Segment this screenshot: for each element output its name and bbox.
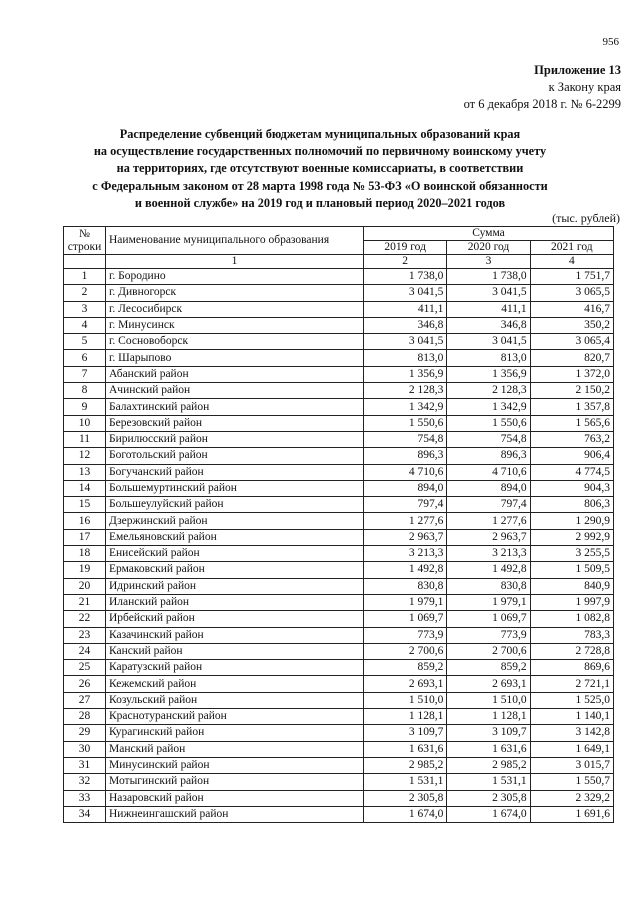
municipality-name-cell: Боготольский район (106, 448, 364, 464)
table-row (64, 480, 614, 496)
municipality-name-cell: Иланский район (106, 594, 364, 610)
value-2021-cell: 1 550,7 (530, 774, 613, 790)
table-row (64, 285, 614, 301)
table-row (64, 529, 614, 545)
row-number-cell: 21 (64, 594, 106, 610)
table-row (64, 774, 614, 790)
value-2019-cell: 2 305,8 (364, 790, 447, 806)
table-row (64, 806, 614, 822)
municipality-name-cell: Бирилюсский район (106, 431, 364, 447)
header-row-number (64, 227, 106, 255)
row-number-cell: 32 (64, 774, 106, 790)
title-line: и военной службе» на 2019 год и плановый период 2020–2021 годов (134, 195, 506, 210)
value-2021-cell: 1 290,9 (530, 513, 613, 529)
value-2020-cell: 754,8 (447, 431, 530, 447)
value-2019-cell: 3 041,5 (364, 285, 447, 301)
row-number-cell: 31 (64, 757, 106, 773)
table-row (64, 399, 614, 415)
value-2020-cell: 2 305,8 (447, 790, 530, 806)
table-column-numbers-row (64, 255, 614, 269)
value-2019-cell: 1 069,7 (364, 611, 447, 627)
appendix-title: Приложение 13 (534, 63, 621, 77)
municipality-name-cell: Енисейский район (106, 546, 364, 562)
table-row (64, 301, 614, 317)
value-2021-cell: 806,3 (530, 497, 613, 513)
value-2019-cell: 3 109,7 (364, 725, 447, 741)
municipality-name-cell: Манский район (106, 741, 364, 757)
row-number-cell: 7 (64, 366, 106, 382)
row-number-cell: 17 (64, 529, 106, 545)
value-2019-cell: 1 342,9 (364, 399, 447, 415)
row-number-cell: 20 (64, 578, 106, 594)
value-2019-cell: 1 738,0 (364, 269, 447, 285)
value-2020-cell: 3 041,5 (447, 334, 530, 350)
row-number-cell: 6 (64, 350, 106, 366)
row-number-cell: 27 (64, 692, 106, 708)
value-2019-cell: 1 550,6 (364, 415, 447, 431)
value-2020-cell: 4 710,6 (447, 464, 530, 480)
value-2021-cell: 3 255,5 (530, 546, 613, 562)
municipality-name-cell: Ермаковский район (106, 562, 364, 578)
table-row (64, 790, 614, 806)
value-2021-cell: 4 774,5 (530, 464, 613, 480)
municipality-name-cell: Каратузский район (106, 660, 364, 676)
value-2020-cell: 1 510,0 (447, 692, 530, 708)
value-2020-cell: 2 693,1 (447, 676, 530, 692)
table-row (64, 431, 614, 447)
value-2020-cell: 1 277,6 (447, 513, 530, 529)
value-2021-cell: 2 150,2 (530, 383, 613, 399)
table-row (64, 269, 614, 285)
value-2021-cell: 869,6 (530, 660, 613, 676)
value-2021-cell: 1 691,6 (530, 806, 613, 822)
value-2020-cell: 797,4 (447, 497, 530, 513)
value-2020-cell: 3 041,5 (447, 285, 530, 301)
value-2020-cell: 896,3 (447, 448, 530, 464)
value-2019-cell: 2 700,6 (364, 643, 447, 659)
municipality-name-cell: Минусинский район (106, 757, 364, 773)
table-row (64, 546, 614, 562)
row-number-cell: 23 (64, 627, 106, 643)
row-number-cell: 25 (64, 660, 106, 676)
row-number-cell: 13 (64, 464, 106, 480)
header-year-2019: 2019 год (364, 241, 447, 255)
col-number-1: 1 (106, 255, 364, 269)
value-2020-cell: 1 128,1 (447, 709, 530, 725)
municipality-name-cell: Кежемский район (106, 676, 364, 692)
col-number-4: 4 (530, 255, 613, 269)
value-2020-cell: 1 342,9 (447, 399, 530, 415)
value-2021-cell: 1 751,7 (530, 269, 613, 285)
municipality-name-cell: Козульский район (106, 692, 364, 708)
value-2020-cell: 3 109,7 (447, 725, 530, 741)
value-2021-cell: 1 997,9 (530, 594, 613, 610)
table-row (64, 513, 614, 529)
value-2021-cell: 1 372,0 (530, 366, 613, 382)
municipality-name-cell: Нижнеингашский район (106, 806, 364, 822)
row-number-cell: 34 (64, 806, 106, 822)
table-row (64, 464, 614, 480)
table-row (64, 741, 614, 757)
header-year-2020: 2020 год (447, 241, 530, 255)
row-number-cell: 28 (64, 709, 106, 725)
value-2019-cell: 896,3 (364, 448, 447, 464)
document-title (60, 126, 580, 212)
appendix-law-date: от 6 декабря 2018 г. № 6-2299 (463, 97, 621, 111)
municipality-name-cell: Назаровский район (106, 790, 364, 806)
municipality-name-cell: г. Сосновоборск (106, 334, 364, 350)
value-2019-cell: 1 531,1 (364, 774, 447, 790)
appendix-law-ref: к Закону края (548, 80, 621, 94)
header-num-label: строки (67, 240, 102, 253)
value-2020-cell: 859,2 (447, 660, 530, 676)
value-2020-cell: 346,8 (447, 317, 530, 333)
appendix-block (464, 62, 621, 113)
value-2021-cell: 820,7 (530, 350, 613, 366)
value-2019-cell: 2 128,3 (364, 383, 447, 399)
value-2019-cell: 830,8 (364, 578, 447, 594)
municipality-name-cell: Дзержинский район (106, 513, 364, 529)
value-2019-cell: 813,0 (364, 350, 447, 366)
municipality-name-cell: Абанский район (106, 366, 364, 382)
row-number-cell: 8 (64, 383, 106, 399)
value-2019-cell: 754,8 (364, 431, 447, 447)
value-2021-cell: 2 721,1 (530, 676, 613, 692)
value-2021-cell: 2 992,9 (530, 529, 613, 545)
value-2021-cell: 783,3 (530, 627, 613, 643)
value-2021-cell: 350,2 (530, 317, 613, 333)
value-2021-cell: 3 065,5 (530, 285, 613, 301)
title-line: на территориях, где отсутствуют военные комиссариаты, в соответствии (116, 161, 524, 176)
table-row (64, 448, 614, 464)
header-num-symbol: № (79, 227, 90, 240)
value-2021-cell: 2 728,8 (530, 643, 613, 659)
table-row (64, 627, 614, 643)
row-number-cell: 24 (64, 643, 106, 659)
municipality-name-cell: Березовский район (106, 415, 364, 431)
value-2021-cell: 1 357,8 (530, 399, 613, 415)
row-number-cell: 33 (64, 790, 106, 806)
value-2019-cell: 346,8 (364, 317, 447, 333)
table-row (64, 366, 614, 382)
table-row (64, 334, 614, 350)
header-municipality: Наименование муниципального образования (106, 227, 364, 255)
value-2020-cell: 1 550,6 (447, 415, 530, 431)
table-row (64, 611, 614, 627)
table-row (64, 578, 614, 594)
municipality-name-cell: Мотыгинский район (106, 774, 364, 790)
value-2019-cell: 4 710,6 (364, 464, 447, 480)
value-2021-cell: 3 142,8 (530, 725, 613, 741)
value-2020-cell: 894,0 (447, 480, 530, 496)
row-number-cell: 1 (64, 269, 106, 285)
title-line: с Федеральным законом от 28 марта 1998 года № 53-ФЗ «О воинской обязанности (92, 178, 548, 193)
row-number-cell: 9 (64, 399, 106, 415)
table-row (64, 692, 614, 708)
table-row (64, 317, 614, 333)
value-2019-cell: 1 128,1 (364, 709, 447, 725)
value-2020-cell: 1 356,9 (447, 366, 530, 382)
value-2019-cell: 859,2 (364, 660, 447, 676)
row-number-cell: 26 (64, 676, 106, 692)
value-2019-cell: 2 985,2 (364, 757, 447, 773)
value-2019-cell: 773,9 (364, 627, 447, 643)
row-number-cell: 10 (64, 415, 106, 431)
value-2019-cell: 2 693,1 (364, 676, 447, 692)
table-row (64, 709, 614, 725)
value-2020-cell: 2 963,7 (447, 529, 530, 545)
col-number-blank (64, 255, 106, 269)
table-row (64, 562, 614, 578)
table-row (64, 594, 614, 610)
value-2019-cell: 1 277,6 (364, 513, 447, 529)
municipality-name-cell: Большемуртинский район (106, 480, 364, 496)
value-2019-cell: 1 674,0 (364, 806, 447, 822)
table-row (64, 415, 614, 431)
row-number-cell: 30 (64, 741, 106, 757)
row-number-cell: 19 (64, 562, 106, 578)
table-row (64, 725, 614, 741)
value-2021-cell: 1 649,1 (530, 741, 613, 757)
table-row (64, 643, 614, 659)
value-2019-cell: 2 963,7 (364, 529, 447, 545)
row-number-cell: 3 (64, 301, 106, 317)
value-2020-cell: 1 738,0 (447, 269, 530, 285)
row-number-cell: 18 (64, 546, 106, 562)
value-2021-cell: 1 565,6 (530, 415, 613, 431)
row-number-cell: 14 (64, 480, 106, 496)
municipality-name-cell: Богучанский район (106, 464, 364, 480)
row-number-cell: 15 (64, 497, 106, 513)
value-2020-cell: 773,9 (447, 627, 530, 643)
title-line: Распределение субвенций бюджетам муниципальных образований края (119, 127, 521, 141)
value-2019-cell: 1 979,1 (364, 594, 447, 610)
row-number-cell: 11 (64, 431, 106, 447)
value-2019-cell: 894,0 (364, 480, 447, 496)
municipality-name-cell: Курагинский район (106, 725, 364, 741)
row-number-cell: 4 (64, 317, 106, 333)
municipality-name-cell: Казачинский район (106, 627, 364, 643)
value-2021-cell: 1 140,1 (530, 709, 613, 725)
value-2020-cell: 1 531,1 (447, 774, 530, 790)
municipality-name-cell: Емельяновский район (106, 529, 364, 545)
municipality-name-cell: Идринский район (106, 578, 364, 594)
value-2020-cell: 2 128,3 (447, 383, 530, 399)
municipality-name-cell: Балахтинский район (106, 399, 364, 415)
municipality-name-cell: г. Шарыпово (106, 350, 364, 366)
value-2021-cell: 840,9 (530, 578, 613, 594)
value-2021-cell: 904,3 (530, 480, 613, 496)
municipality-name-cell: Краснотуранский район (106, 709, 364, 725)
municipality-name-cell: г. Минусинск (106, 317, 364, 333)
value-2020-cell: 2 700,6 (447, 643, 530, 659)
row-number-cell: 2 (64, 285, 106, 301)
col-number-3: 3 (447, 255, 530, 269)
table-body (64, 269, 614, 823)
header-sum: Сумма (364, 227, 614, 241)
value-2019-cell: 1 510,0 (364, 692, 447, 708)
value-2019-cell: 1 631,6 (364, 741, 447, 757)
value-2021-cell: 1 082,8 (530, 611, 613, 627)
value-2019-cell: 1 492,8 (364, 562, 447, 578)
value-2021-cell: 1 525,0 (530, 692, 613, 708)
row-number-cell: 16 (64, 513, 106, 529)
value-2020-cell: 2 985,2 (447, 757, 530, 773)
page-number: 956 (602, 36, 619, 48)
row-number-cell: 5 (64, 334, 106, 350)
row-number-cell: 12 (64, 448, 106, 464)
value-2020-cell: 813,0 (447, 350, 530, 366)
value-2021-cell: 3 015,7 (530, 757, 613, 773)
value-2021-cell: 763,2 (530, 431, 613, 447)
table-row (64, 676, 614, 692)
value-2019-cell: 797,4 (364, 497, 447, 513)
value-2021-cell: 1 509,5 (530, 562, 613, 578)
table-row (64, 757, 614, 773)
municipality-name-cell: Ачинский район (106, 383, 364, 399)
value-2021-cell: 416,7 (530, 301, 613, 317)
table-row (64, 497, 614, 513)
value-2020-cell: 1 069,7 (447, 611, 530, 627)
municipality-name-cell: г. Бородино (106, 269, 364, 285)
value-2021-cell: 906,4 (530, 448, 613, 464)
municipality-name-cell: г. Лесосибирск (106, 301, 364, 317)
value-2019-cell: 3 041,5 (364, 334, 447, 350)
table-row (64, 660, 614, 676)
units-note: (тыс. рублей) (552, 211, 620, 225)
row-number-cell: 22 (64, 611, 106, 627)
table-row (64, 383, 614, 399)
table-row (64, 350, 614, 366)
value-2021-cell: 2 329,2 (530, 790, 613, 806)
value-2021-cell: 3 065,4 (530, 334, 613, 350)
col-number-2: 2 (364, 255, 447, 269)
table-header-row (64, 227, 614, 241)
value-2020-cell: 411,1 (447, 301, 530, 317)
municipality-name-cell: Ирбейский район (106, 611, 364, 627)
title-line: на осуществление государственных полномочий по первичному воинскому учету (93, 144, 547, 159)
value-2020-cell: 1 674,0 (447, 806, 530, 822)
value-2019-cell: 1 356,9 (364, 366, 447, 382)
value-2020-cell: 3 213,3 (447, 546, 530, 562)
header-year-2021: 2021 год (530, 241, 613, 255)
row-number-cell: 29 (64, 725, 106, 741)
municipality-name-cell: Большеулуйский район (106, 497, 364, 513)
value-2020-cell: 1 631,6 (447, 741, 530, 757)
value-2019-cell: 3 213,3 (364, 546, 447, 562)
value-2019-cell: 411,1 (364, 301, 447, 317)
municipality-name-cell: г. Дивногорск (106, 285, 364, 301)
value-2020-cell: 1 979,1 (447, 594, 530, 610)
subvention-table (63, 226, 614, 823)
value-2020-cell: 1 492,8 (447, 562, 530, 578)
municipality-name-cell: Канский район (106, 643, 364, 659)
value-2020-cell: 830,8 (447, 578, 530, 594)
